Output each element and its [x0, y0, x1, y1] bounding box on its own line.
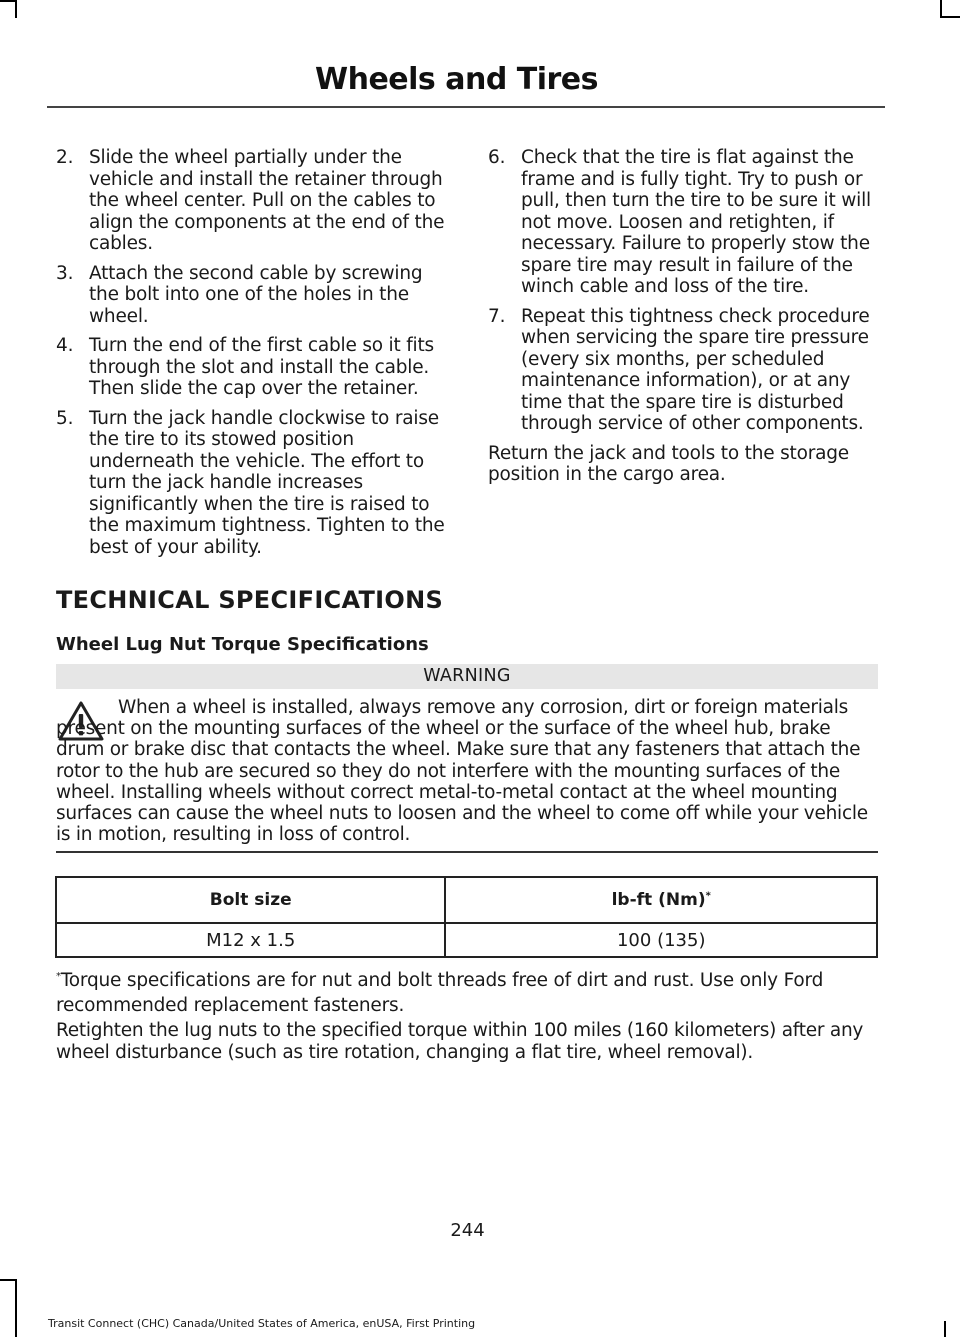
step-number: 4.	[56, 335, 74, 356]
torque-spec-table	[55, 876, 878, 958]
crop-mark	[0, 0, 15, 2]
step-text: Turn the jack handle clockwise to raise the tire to its stowed position underneath the vehicle. The effort to turn the jack handle increases significantly when the tire is raised to the maximum tightness. Tighten to the best of your ability.	[89, 407, 445, 558]
page-header-title: Wheels and Tires	[315, 62, 598, 97]
left-column	[56, 147, 448, 566]
footer-text: Transit Connect (CHC) Canada/United States of America, enUSA, First Printing	[48, 1317, 476, 1330]
list-item	[488, 147, 880, 298]
crop-mark	[15, 0, 17, 18]
step-text: Repeat this tightness check procedure when servicing the spare tire pressure (every six months, per scheduled maintenance information), or at any time that the spare tire is disturbed through service of other components.	[521, 305, 870, 434]
list-item	[56, 335, 448, 400]
step-number: 5.	[56, 407, 74, 429]
step-text: Check that the tire is flat against the frame and is fully tight. Try to push or pull, then turn the tire to be sure it will not move. Loosen and retighten, if necessary. Failure to properly stow the spare tire may result in failure of the winch cable and loss of the tire.	[521, 147, 871, 297]
footnote-mark: *	[56, 971, 61, 982]
storage-paragraph: Return the jack and tools to the storage position in the cargo area.	[488, 442, 849, 485]
step-text: Attach the second cable by screwing the bolt into one of the holes in the wheel.	[89, 262, 423, 327]
section-title: TECHNICAL SPECIFICATIONS	[56, 586, 444, 614]
step-number: 7.	[488, 305, 506, 327]
table-row	[56, 923, 877, 957]
step-text: Slide the wheel partially under the vehicle and install the retainer through the wheel center. Pull on the cables to align the components at the end of the cables.	[89, 147, 445, 254]
step-number: 3.	[56, 262, 74, 284]
list-item	[56, 263, 448, 328]
table-footnote	[56, 964, 880, 1018]
crop-mark	[15, 1279, 17, 1337]
list-item	[56, 147, 448, 255]
table-header-row	[56, 877, 877, 923]
page-number: 244	[450, 1220, 485, 1241]
right-column	[488, 147, 880, 486]
footnote-text: Torque specifications are for nut and bolt threads free of dirt and rust. Use only Ford recommended replacement fasteners.	[56, 970, 824, 1017]
retighten-paragraph: Retighten the lug nuts to the specified torque within 100 miles (160 kilometers) after any wheel disturbance (such as tire rotation, changing a flat tire, wheel removal).	[56, 1020, 864, 1063]
crop-mark	[0, 1279, 15, 1281]
warning-label: WARNING	[56, 664, 878, 689]
warning-divider	[56, 851, 878, 853]
subsection-title: Wheel Lug Nut Torque Specifications	[56, 634, 429, 655]
table-cell: M12 x 1.5	[56, 923, 445, 957]
step-text: Turn the end of the first cable so it fits through the slot and install the cable. Then slide the cap over the retainer.	[89, 335, 434, 399]
table-cell: 100 (135)	[445, 923, 877, 957]
footnote-mark: *	[705, 890, 711, 902]
table-header-cell: Bolt size	[56, 877, 445, 923]
step-number: 2.	[56, 147, 74, 168]
warning-text: When a wheel is installed, always remove any corrosion, dirt or foreign materials present on the mounting surfaces of the wheel or the surface of the wheel hub, brake drum or brake disc that contacts the wheel. Make sure that any fasteners that attach the rotor to the hub are secured so they do not interfere with the mounting surfaces of the wheel. Installing wheels without correct metal-to-metal contact at the wheel mounting surfaces can cause the wheel nuts to loosen and the wheel to come off while your vehicle is in motion, resulting in loss of control.	[56, 697, 868, 846]
step-number: 6.	[488, 147, 506, 168]
crop-mark	[944, 1321, 946, 1337]
list-item	[56, 408, 448, 559]
list-item	[488, 306, 880, 435]
header-divider	[47, 106, 885, 108]
table-header-cell: lb-ft (Nm)*	[445, 877, 877, 923]
crop-mark	[942, 16, 960, 18]
